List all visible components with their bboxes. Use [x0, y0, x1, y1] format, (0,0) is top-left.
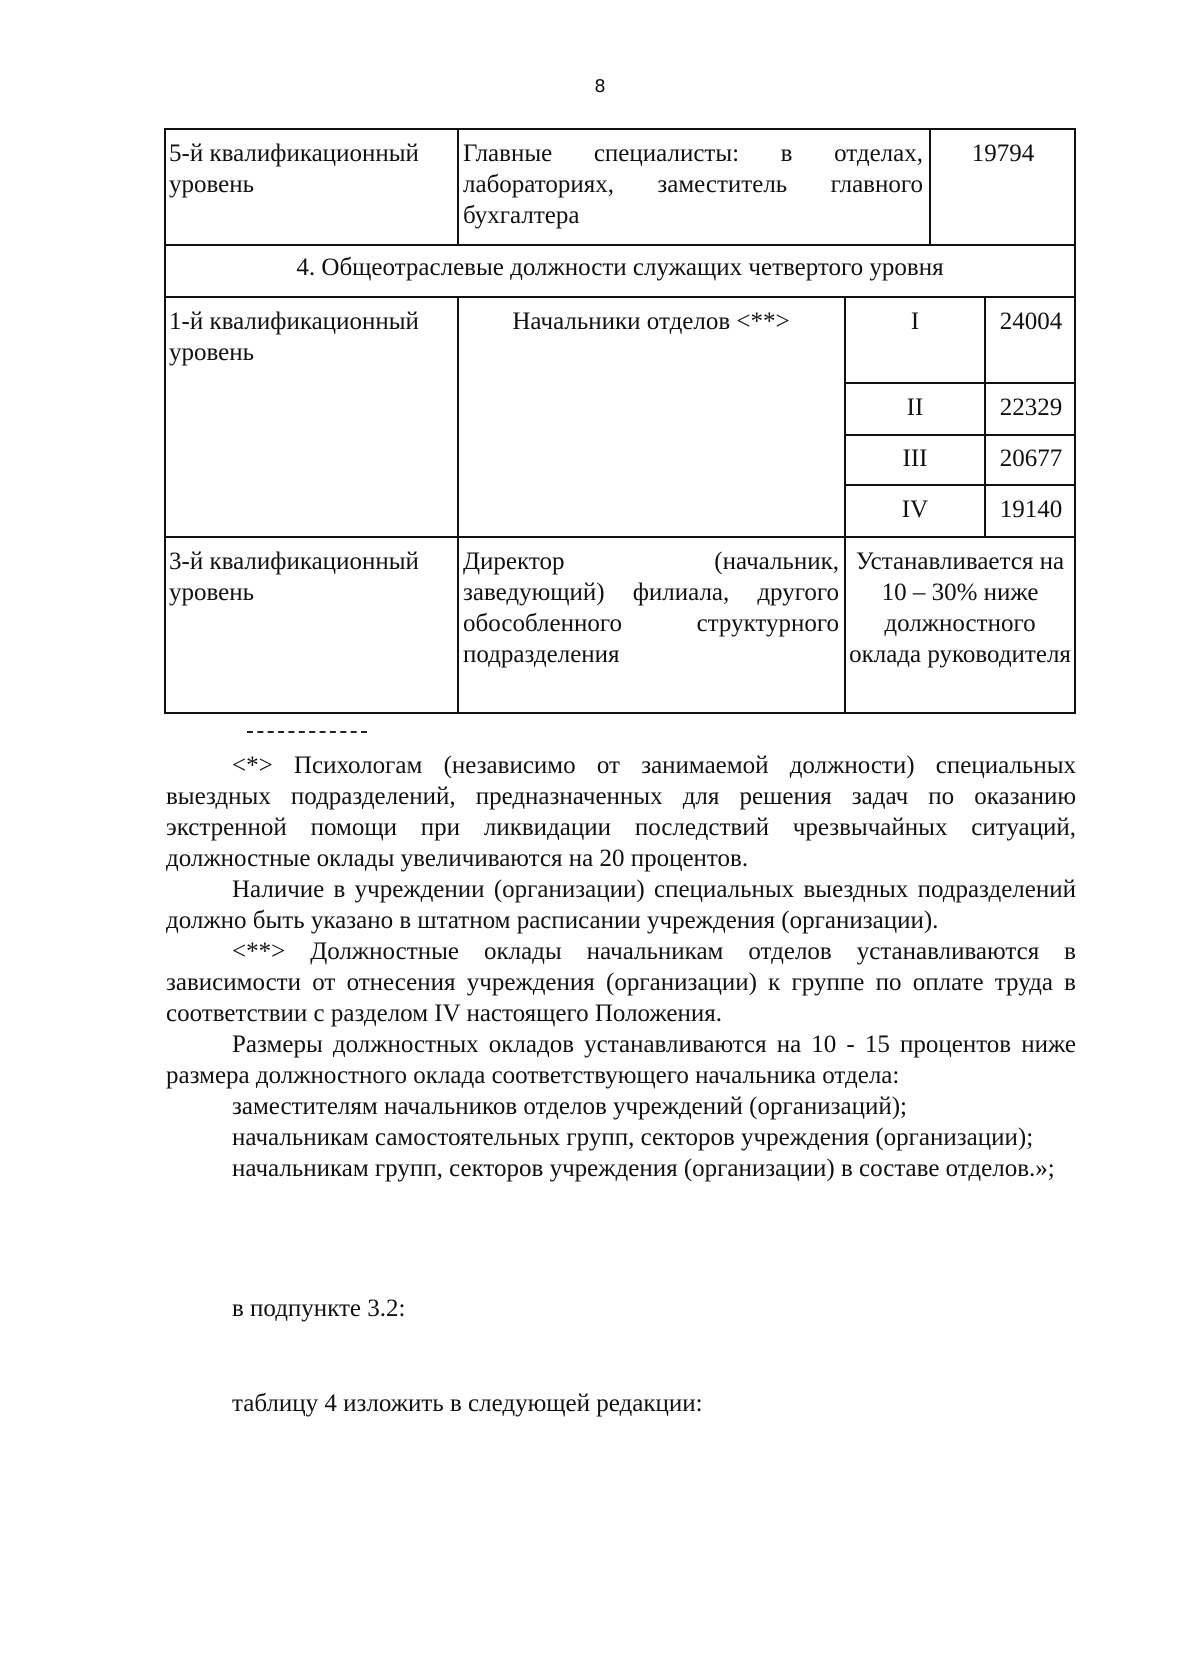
footnote-paragraph: <**> Должностные оклады начальникам отделов устанавливаются в зависимости от отнесения учреждения (организации) к группе по оплате труда в соответствии с разделом IV настоящего Положения. [166, 938, 1076, 1027]
instruction-text [166, 1388, 1076, 1419]
table-border-top [164, 128, 1076, 130]
salary-cell: 24004 [999, 308, 1063, 335]
group-cell: I [910, 308, 920, 335]
table-border-right [1074, 128, 1076, 714]
qual-level-cell: 5-й квалификационный уровень [169, 140, 419, 198]
table-rule [929, 128, 931, 246]
salary-table [164, 128, 1076, 714]
instruction-line: таблицу 4 изложить в следующей редакции: [232, 1390, 703, 1417]
table-rule [164, 244, 1076, 246]
table-border-bottom [164, 712, 1076, 714]
qual-level-cell: 3-й квалификационный уровень [169, 548, 419, 606]
footnote-paragraph: <*> Психологам (независимо от занимаемой должности) специальных выездных подразделений, предназначенных для решения задач по оказанию экстренной помощи при ликвидации последствий чрезвычайных ситуаций, должностные оклады увеличиваются на 20 процентов. [166, 752, 1076, 872]
salary-cell: 19794 [971, 140, 1035, 167]
body-paragraph: Наличие в учреждении (организации) специальных выездных подразделений должно быть указано в штатном расписании учреждения (организации). [166, 876, 1076, 934]
salary-cell: 22329 [999, 394, 1063, 421]
body-paragraph: Размеры должностных окладов устанавливаются на 10 - 15 процентов ниже размера должностного оклада соответствующего начальника отдела: [166, 1031, 1076, 1089]
table-rule [457, 296, 459, 714]
group-cell: IV [901, 496, 929, 523]
section-heading: 4. Общеотраслевые должности служащих четвертого уровня [296, 254, 944, 281]
table-rule [844, 382, 1076, 384]
qual-level-cell: 1-й квалификационный уровень [169, 308, 419, 366]
table-border-left [164, 128, 166, 714]
subitem-text [166, 1293, 1076, 1324]
table-rule [164, 296, 1076, 298]
list-item: начальникам групп, секторов учреждения (организации) в составе отделов.»; [232, 1155, 1055, 1182]
group-cell: III [902, 445, 928, 472]
table-rule [164, 536, 1076, 538]
positions-cell: Главные специалисты: в отделах, лабораториях, заместитель главного бухгалтера [463, 140, 923, 229]
footnote-separator [247, 731, 367, 733]
table-rule [844, 296, 846, 714]
positions-cell: Директор (начальник, заведующий) филиала, другого обособленного структурного подразделения [463, 548, 839, 668]
page-number: 8 [594, 76, 606, 97]
list-item: заместителям начальников отделов учреждений (организаций); [232, 1093, 907, 1120]
footnotes-block [166, 750, 1076, 1184]
salary-cell: 19140 [999, 496, 1063, 523]
positions-cell: Начальники отделов <**> [512, 308, 790, 335]
group-cell: II [906, 394, 924, 421]
subitem-line: в подпункте 3.2: [232, 1295, 406, 1322]
table-rule [457, 128, 459, 246]
salary-cell: Устанавливается на 10 – 30% ниже должностного оклада руководителя [849, 548, 1071, 668]
salary-cell: 20677 [999, 445, 1063, 472]
table-rule [984, 296, 986, 538]
table-rule [844, 484, 1076, 486]
table-rule [844, 434, 1076, 436]
list-item: начальникам самостоятельных групп, секторов учреждения (организации); [232, 1124, 1034, 1151]
